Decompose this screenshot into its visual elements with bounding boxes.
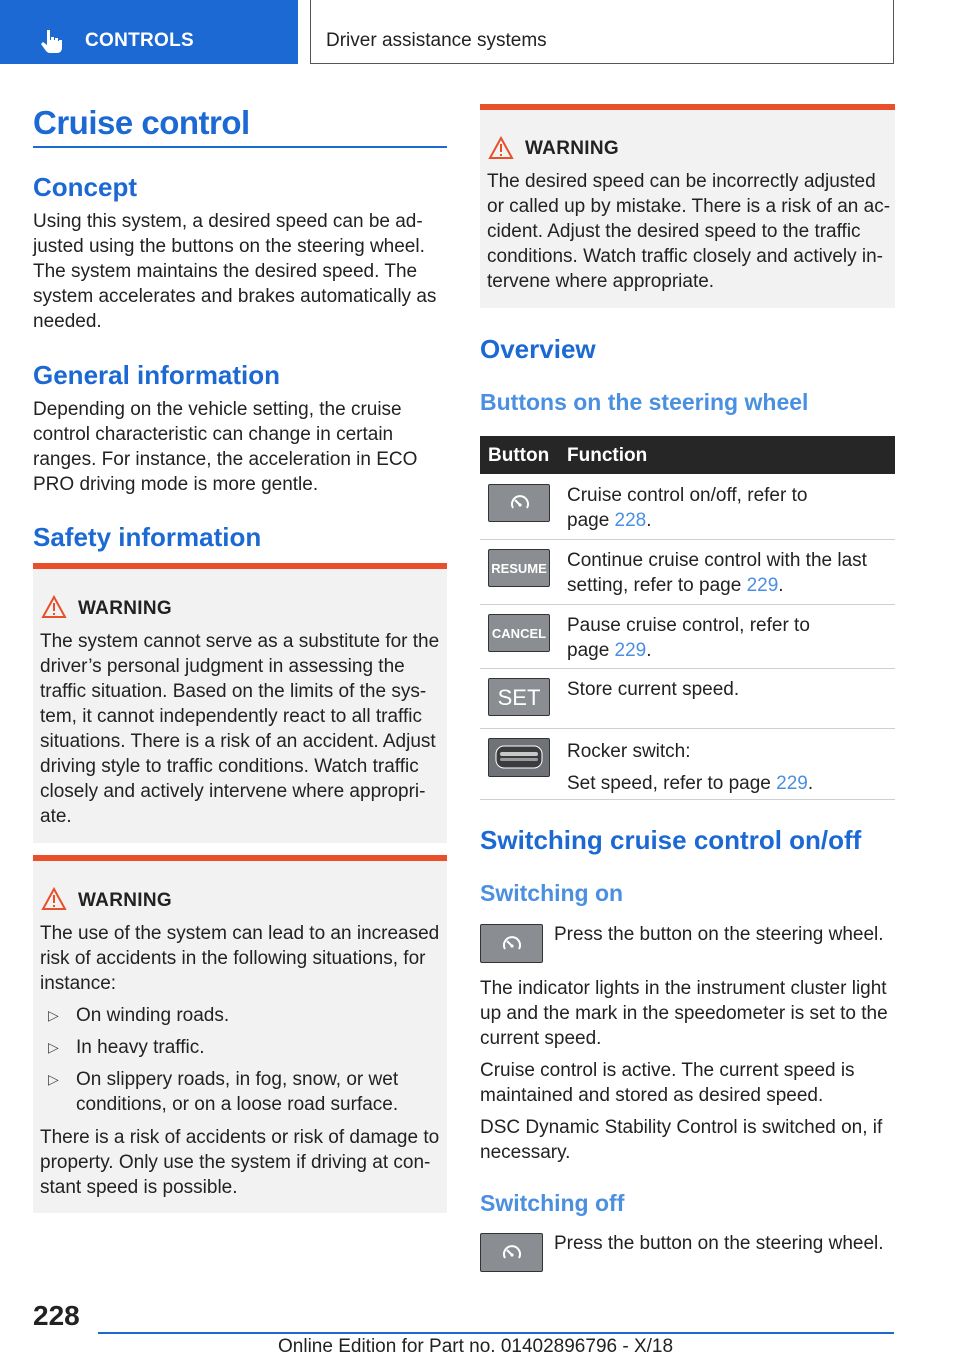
table-row: Pause cruise control, refer to page 229. <box>567 615 810 661</box>
edition-text: Online Edition for Part no. 01402896796 - X/18 <box>278 1336 674 1357</box>
warning-text: The system cannot serve as a substitute for the driver’s personal judgment in assessing the traffic situation. Based on the limits of the sys-tem, it cannot independently react to all traffic situations. There is a risk of an accident. Adjust driving style to traffic conditions. Watch traffic closely and actively intervene where appropri-ate. <box>40 631 440 827</box>
triangle-bullet-icon: ▷ <box>48 1007 59 1023</box>
switching-on-text: The indicator lights in the instrument cluster light up and the mark in the speedometer is set to the current speed. <box>480 978 888 1049</box>
warning-title: WARNING <box>78 890 172 911</box>
warning-box <box>33 855 447 1213</box>
warning-triangle-icon <box>41 595 67 619</box>
concept-text: Using this system, a desired speed can be ad-justed using the buttons on the steering wheel. The system maintains the desired speed. The system accelerates and brakes automatically as needed. <box>33 211 437 332</box>
warning-box <box>480 104 895 308</box>
title-rule <box>33 146 447 148</box>
switching-heading: Switching cruise control on/off <box>480 825 862 855</box>
page-link[interactable]: 229 <box>776 773 808 794</box>
switching-off-instruction: Press the button on the steering wheel. <box>554 1233 884 1254</box>
column-header-button: Button <box>488 445 550 466</box>
footer-rule <box>98 1332 894 1334</box>
warning-title: WARNING <box>78 598 172 619</box>
cruise-control-icon <box>509 493 531 513</box>
row-divider <box>480 604 895 605</box>
rocker-switch-image <box>488 738 550 777</box>
row-divider <box>480 668 895 669</box>
table-row: Cruise control on/off, refer to page 228. <box>567 485 808 531</box>
cruise-control-button-image <box>480 1233 543 1272</box>
page-link[interactable]: 229 <box>614 640 647 661</box>
switching-off-heading: Switching off <box>480 1190 625 1216</box>
general-info-text: Depending on the vehicle setting, the cruise control characteristic can change in certain ranges. For instance, the acceleration in ECO PRO driving mode is more gentle. <box>33 399 418 495</box>
table-row: Rocker switch: Set speed, refer to page 229. <box>567 741 814 794</box>
page-number: 228 <box>33 1300 80 1331</box>
general-info-heading: General information <box>33 360 281 390</box>
warning-text: The desired speed can be incorrectly adjusted or called up by mistake. There is a risk of an ac-cident. Adjust the desired speed to the traffic conditions. Watch traffic closely and actively in-tervene where appropriate. <box>487 171 891 292</box>
triangle-bullet-icon: ▷ <box>48 1071 59 1087</box>
table-header <box>480 436 895 474</box>
rocker-switch-icon <box>494 743 544 771</box>
triangle-bullet-icon: ▷ <box>48 1039 59 1055</box>
cruise-control-icon <box>501 1243 523 1263</box>
warning-triangle-icon <box>41 887 67 911</box>
table-row: Continue cruise control with the last setting, refer to page 229. <box>567 550 867 596</box>
warning-triangle-icon <box>488 136 514 160</box>
column-header-function: Function <box>567 445 648 466</box>
table-row: Store current speed. <box>567 679 740 700</box>
section-tab-label: CONTROLS <box>85 30 195 51</box>
page-link[interactable]: 229 <box>746 575 779 596</box>
cruise-control-button-image <box>488 484 550 522</box>
safety-heading: Safety information <box>33 522 262 552</box>
warning-title: WARNING <box>525 138 619 159</box>
cancel-button-image: CANCEL <box>488 614 550 652</box>
switching-on-text: DSC Dynamic Stability Control is switched on, if necessary. <box>480 1117 883 1163</box>
switching-on-text: Cruise control is active. The current speed is maintained and stored as desired speed. <box>480 1060 855 1106</box>
list-item: ▷ On winding roads. <box>48 1005 230 1026</box>
row-divider <box>480 728 895 729</box>
overview-heading: Overview <box>480 334 596 364</box>
page-title: Cruise control <box>33 104 250 141</box>
set-button-image: SET <box>488 678 550 716</box>
page-link[interactable]: 228 <box>614 510 647 531</box>
resume-button-image: RESUME <box>488 549 550 587</box>
section-tab-controls[interactable] <box>0 0 298 64</box>
cruise-control-button-image <box>480 924 543 963</box>
warning-list <box>40 1003 435 1124</box>
switching-on-instruction: Press the button on the steering wheel. <box>554 924 884 945</box>
buttons-heading: Buttons on the steering wheel <box>480 389 809 415</box>
hand-pointer-icon <box>38 26 66 54</box>
warning-intro: The use of the system can lead to an increased risk of accidents in the following situations, for instance: <box>40 923 440 994</box>
chapter-tab[interactable] <box>310 0 894 64</box>
cruise-control-icon <box>501 934 523 954</box>
warning-outro: There is a risk of accidents or risk of damage to property. Only use the system if driving at con-stant speed is possible. <box>40 1127 440 1198</box>
warning-box <box>33 563 447 843</box>
list-item: ▷ In heavy traffic. <box>48 1037 205 1058</box>
list-item: ▷ On slippery roads, in fog, snow, or wet conditions, or on a loose road surface. <box>48 1069 399 1115</box>
row-divider <box>480 539 895 540</box>
chapter-title: Driver assistance systems <box>326 30 547 51</box>
row-divider <box>480 799 895 800</box>
concept-heading: Concept <box>33 172 137 202</box>
switching-on-heading: Switching on <box>480 880 624 906</box>
